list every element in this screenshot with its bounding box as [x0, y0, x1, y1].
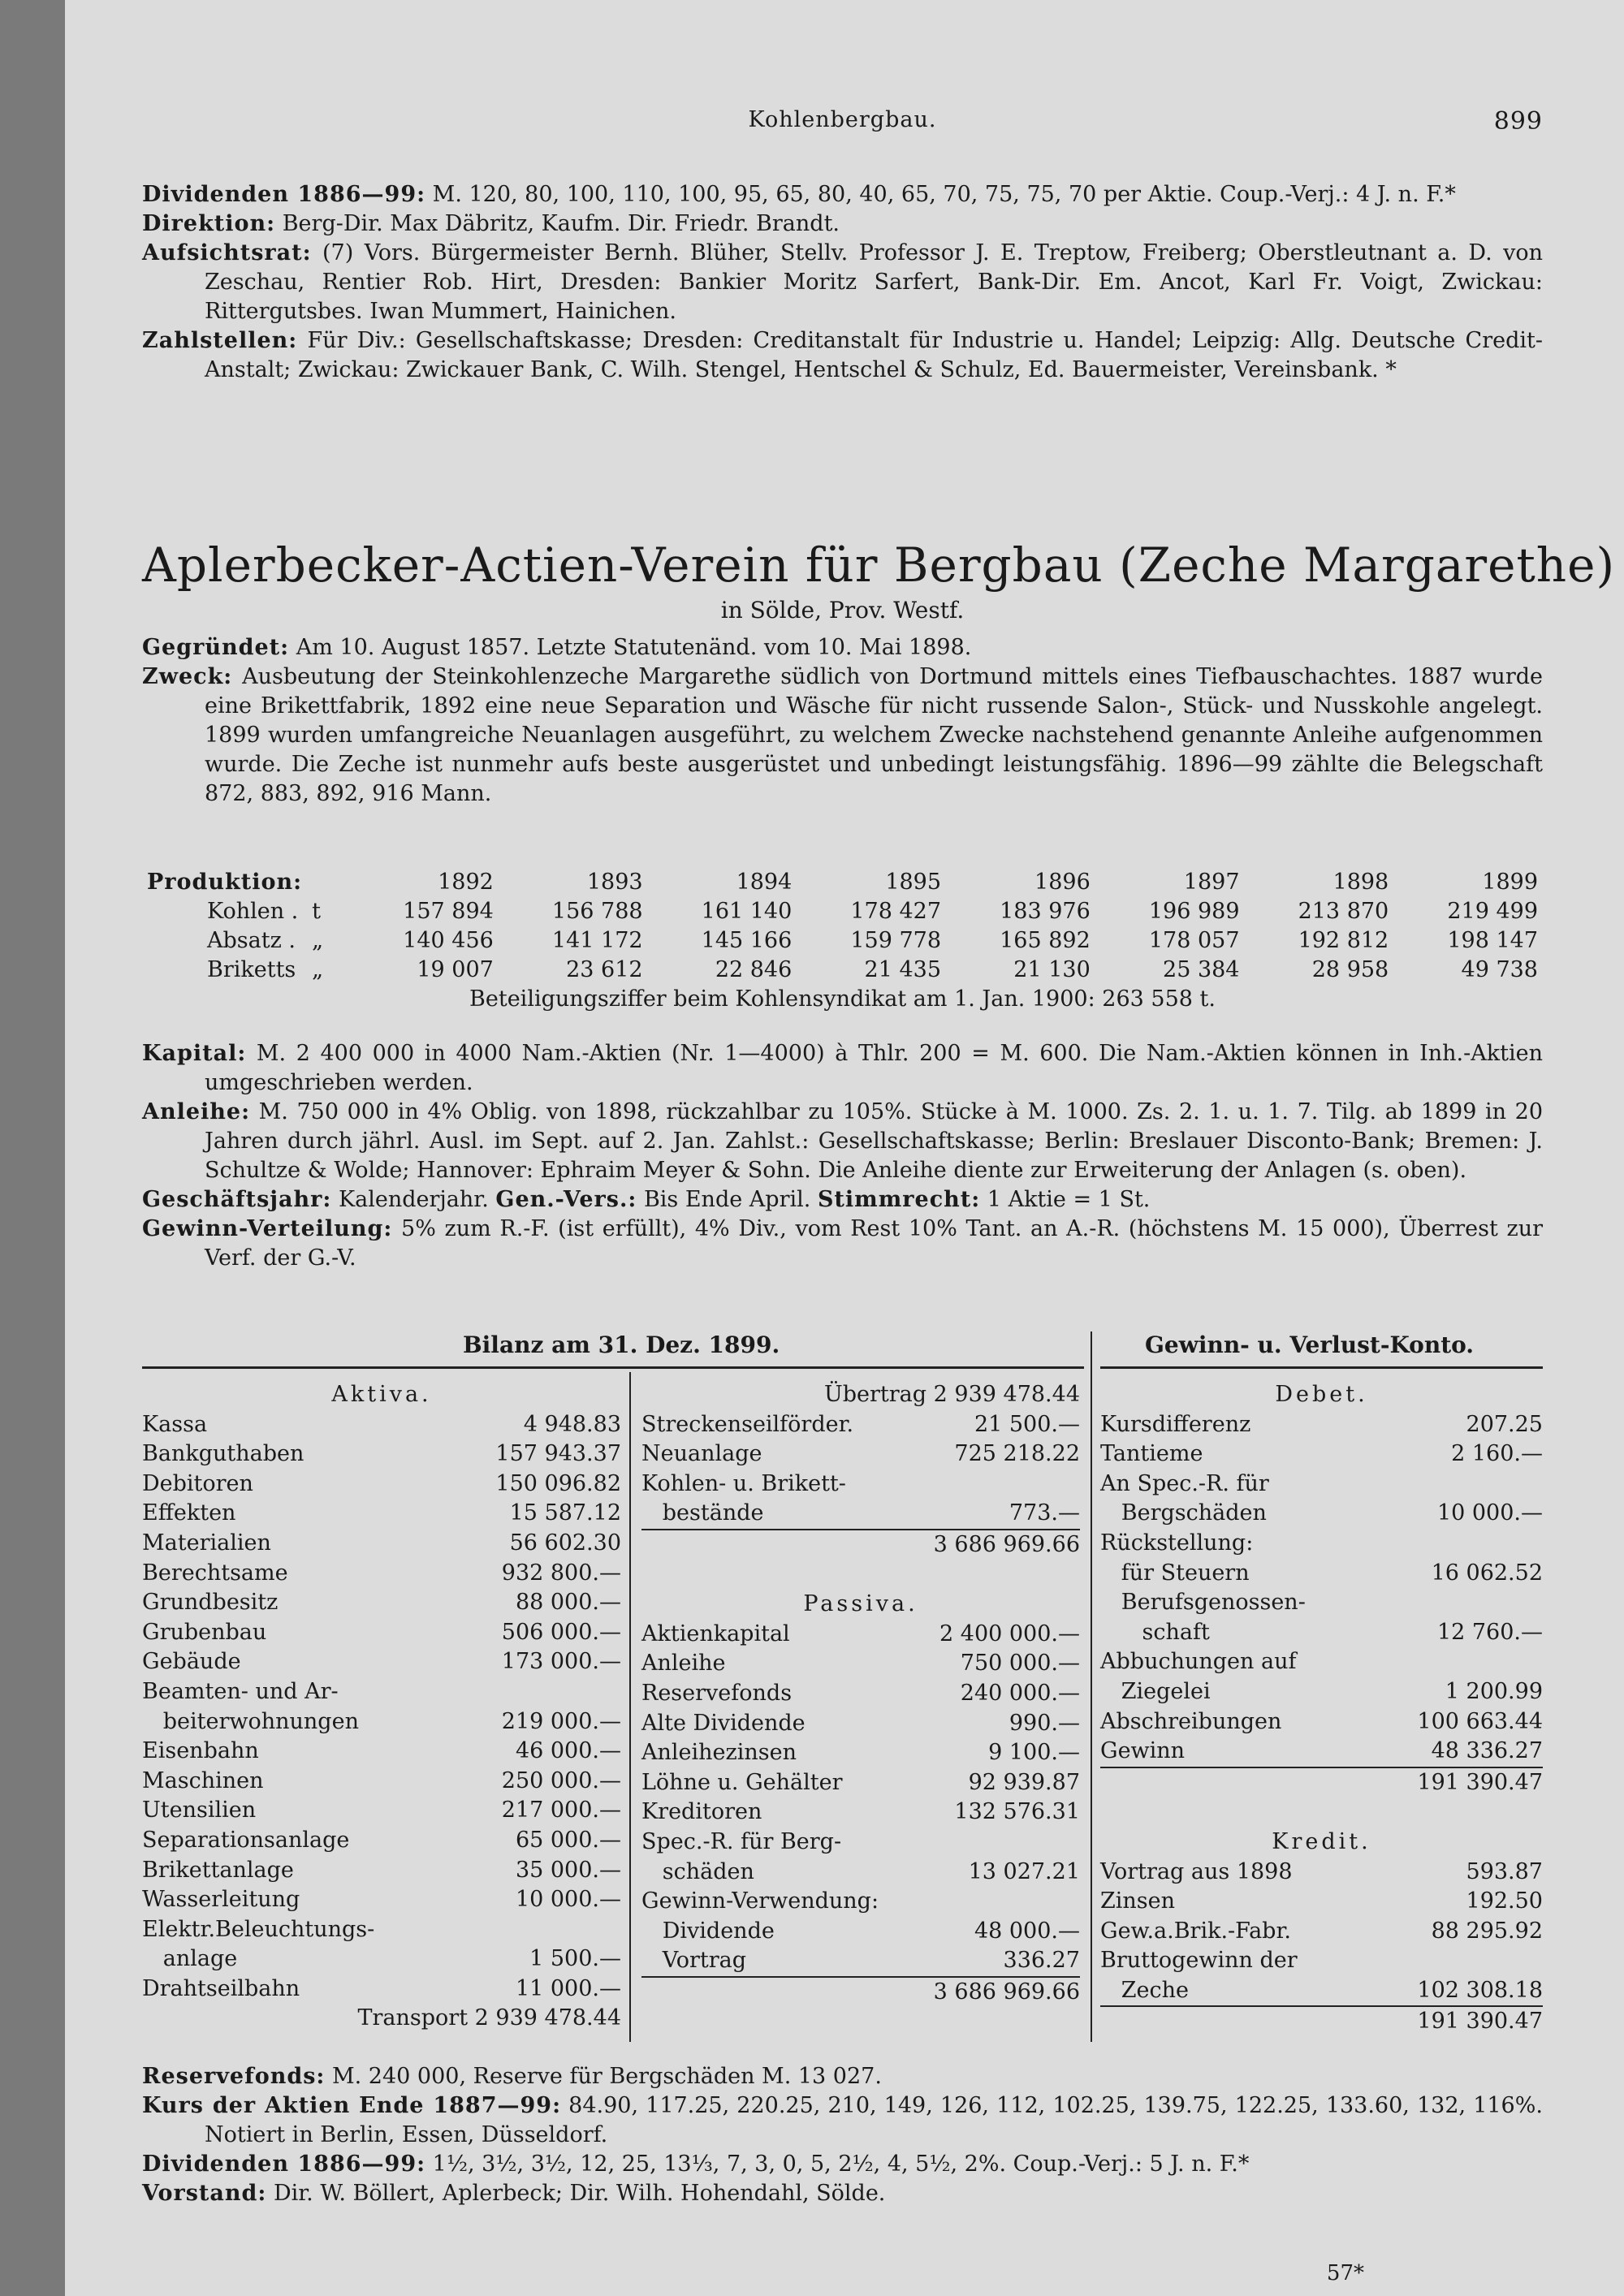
- table-row: schaft 12 760.—: [1100, 1619, 1543, 1645]
- table-row: Debitoren 150 096.82: [142, 1470, 621, 1496]
- value-cell: 140 456: [403, 927, 494, 953]
- row-unit: „: [312, 956, 324, 982]
- total-row: 191 390.47: [1100, 1767, 1543, 1798]
- table-row: Wasserleitung 10 000.—: [142, 1887, 621, 1913]
- passiva-header-row: [641, 1590, 1080, 1620]
- table-row: Utensilien 217 000.—: [142, 1798, 621, 1823]
- value-cell: 22 846: [715, 956, 793, 982]
- table-row: Kassa 4 948.83: [142, 1411, 621, 1437]
- table-row: Beamten- und Ar-: [142, 1678, 339, 1704]
- aktiva-header: Aktiva.: [331, 1382, 432, 1407]
- total-row: 3 686 969.66: [641, 1529, 1080, 1560]
- value-cell: 183 976: [1000, 898, 1091, 924]
- table-row: anlage 1 500.—: [142, 1946, 621, 1972]
- table-row: Reservefonds 240 000.—: [641, 1680, 1080, 1706]
- value-cell: 213 870: [1298, 898, 1389, 924]
- row-unit: „: [312, 927, 324, 953]
- production-row: [142, 896, 1543, 926]
- year-cell: 1894: [736, 869, 793, 895]
- value-cell: 19 007: [417, 956, 494, 982]
- table-row: Bergschäden 10 000.—: [1100, 1500, 1543, 1526]
- value-cell: 178 427: [850, 898, 942, 924]
- table-row: schäden 13 027.21: [641, 1858, 1080, 1884]
- page-content: [142, 0, 1616, 2296]
- year-cell: 1892: [438, 869, 494, 895]
- table-row: Zeche 102 308.18: [1100, 1977, 1543, 2003]
- balance-title: Bilanz am 31. Dez. 1899.: [463, 1331, 780, 1358]
- table-row: Alte Dividende 990.—: [641, 1710, 1080, 1736]
- table-row: Abbuchungen auf: [1100, 1649, 1297, 1675]
- aktiva-column: [142, 1380, 621, 2034]
- total-row: 3 686 969.66: [641, 1976, 1080, 2008]
- table-row: Abschreibungen 100 663.44: [1100, 1708, 1543, 1734]
- table-row: Drahtseilbahn 11 000.—: [142, 1975, 621, 2001]
- table-row: Materialien 56 602.30: [142, 1530, 621, 1556]
- debet-header-row: [1100, 1380, 1543, 1410]
- value-cell: 49 738: [1461, 956, 1538, 982]
- prev-zahlstellen: Zahlstellen: Für Div.: Gesellschaftskasse; Dresden: Creditanstalt für Industrie u. Handel; Leipzig: Allg. Deutsche Credit-Anstalt; Zwickau: Zwickauer Bank, C. Wilh. Stengel, Hentschel & Schulz, Ed. Bauermeister, Vereinsbank. *: [142, 328, 1543, 382]
- table-row: Anleihezinsen 9 100.—: [641, 1740, 1080, 1766]
- info-gewinn-verteilung: Gewinn-Verteilung: 5% zum R.-F. (ist erfüllt), 4% Div., vom Rest 10% Tant. an A.-R. (höchstens M. 15 000), Überrest zur Verf. der G.-V.: [142, 1216, 1543, 1271]
- table-row: Aktienkapital 2 400 000.—: [641, 1621, 1080, 1646]
- passiva-header: Passiva.: [803, 1591, 918, 1617]
- transport-row: Transport 2 939 478.44: [357, 2005, 621, 2031]
- info-geschaeftsjahr: Geschäftsjahr: Kalenderjahr. Gen.-Vers.: Bis Ende April. Stimmrecht: 1 Aktie = 1 St.: [142, 1187, 1151, 1212]
- table-row: Streckenseilförder. 21 500.—: [641, 1411, 1080, 1437]
- table-row: Elektr.Beleuchtungs-: [142, 1916, 375, 1942]
- kredit-header-row: [1100, 1828, 1543, 1858]
- table-row: Bruttogewinn der: [1100, 1948, 1298, 1974]
- table-row: Anleihe 750 000.—: [641, 1651, 1080, 1677]
- value-cell: 25 384: [1163, 956, 1240, 982]
- info-zweck: Zweck: Ausbeutung der Steinkohlenzeche Margarethe südlich von Dortmund mittels eines Tiefbauschachtes. 1887 wurde eine Brikettfabrik, 1892 eine neue Separation und Wäsche für nicht russende Salon-, Stück- und Nusskohle angelegt. 1899 wurden umfangreiche Neuanlagen ausgeführt, zu welchem Zwecke nachstehend genannte Anleihe aufgenommen wurde. Die Zeche ist nunmehr aufs beste ausgerüstet und unbedingt leistungsfähig. 1896—99 zählte die Belegschaft 872, 883, 892, 916 Mann.: [142, 664, 1543, 806]
- debet-header: Debet.: [1275, 1382, 1368, 1407]
- table-row: Ziegelei 1 200.99: [1100, 1678, 1543, 1704]
- table-row: Separationsanlage 65 000.—: [142, 1827, 621, 1853]
- value-cell: 28 958: [1311, 956, 1389, 982]
- info-kurs: Kurs der Aktien Ende 1887—99: 84.90, 117.25, 220.25, 210, 149, 126, 112, 102.25, 139.75, 122.25, 133.60, 132, 116%. Notiert in Berlin, Essen, Düsseldorf.: [142, 2093, 1543, 2147]
- table-row: bestände 773.—: [641, 1500, 1080, 1526]
- table-row: Zinsen 192.50: [1100, 1888, 1543, 1914]
- year-cell: 1899: [1482, 869, 1538, 895]
- production-note: Beteiligungsziffer beim Kohlensyndikat am 1. Jan. 1900: 263 558 t.: [469, 986, 1216, 1012]
- table-row: Tantieme 2 160.—: [1100, 1441, 1543, 1467]
- footer-info-section: [142, 2062, 1543, 2208]
- table-row: Vortrag aus 1898 593.87: [1100, 1858, 1543, 1884]
- table-row: Löhne u. Gehälter 92 939.87: [641, 1769, 1080, 1795]
- table-row: Rückstellung:: [1100, 1530, 1254, 1556]
- signature-mark: 57*: [1326, 2261, 1364, 2285]
- header-title: Kohlenbergbau.: [748, 107, 937, 132]
- total-row: 191 390.47: [1100, 2005, 1543, 2037]
- table-row: Gewinn 48 336.27: [1100, 1738, 1543, 1764]
- value-cell: 178 057: [1148, 927, 1240, 953]
- row-name: Kohlen .: [207, 898, 299, 924]
- company-location: in Sölde, Prov. Westf.: [720, 597, 965, 624]
- pl-rule: [1100, 1366, 1543, 1369]
- production-label: Produktion:: [147, 869, 303, 895]
- value-cell: 196 989: [1148, 898, 1240, 924]
- table-row: Berufsgenossen-: [1100, 1590, 1306, 1616]
- year-cell: 1897: [1183, 869, 1240, 895]
- table-row: Eisenbahn 46 000.—: [142, 1738, 621, 1764]
- value-cell: 192 812: [1298, 927, 1389, 953]
- finance-info-section: [142, 1039, 1543, 1273]
- info-anleihe: Anleihe: M. 750 000 in 4% Oblig. von 1898, rückzahlbar zu 105%. Stücke à M. 1000. Zs. 2. 1. u. 1. 7. Tilg. ab 1899 in 20 Jahren durch jährl. Ausl. im Sept. auf 2. Jan. Zahlst.: Gesellschaftskasse; Berlin: Breslauer Disconto-Bank; Bremen: J. Schultze & Wolde; Hannover: Ephraim Meyer & Sohn. Die Anleihe diente zur Erweiterung der Anlagen (s. oben).: [142, 1099, 1543, 1183]
- production-header-row: [142, 867, 1543, 896]
- company-info-section: [142, 633, 1543, 809]
- table-row: Maschinen 250 000.—: [142, 1767, 621, 1793]
- value-cell: 219 499: [1447, 898, 1538, 924]
- production-row: [142, 926, 1543, 955]
- value-cell: 161 140: [701, 898, 793, 924]
- table-row: beiterwohnungen 219 000.—: [142, 1708, 621, 1734]
- table-row: Brikettanlage 35 000.—: [142, 1857, 621, 1883]
- prev-direktion: Direktion: Berg-Dir. Max Däbritz, Kaufm. Dir. Friedr. Brandt.: [142, 211, 840, 236]
- table-row: Neuanlage 725 218.22: [641, 1441, 1080, 1467]
- table-row: Kursdifferenz 207.25: [1100, 1411, 1543, 1437]
- prev-aufsichtsrat: Aufsichtsrat: (7) Vors. Bürgermeister Bernh. Blüher, Stellv. Professor J. E. Treptow, Freiberg; Oberstleutnant a. D. von Zeschau, Rentier Rob. Hirt, Dresden: Bankier Moritz Sarfert, Bank-Dir. Em. Ancot, Karl Fr. Voigt, Zwickau: Rittergutsbes. Iwan Mummert, Hainichen.: [142, 240, 1543, 324]
- table-row: Effekten 15 587.12: [142, 1500, 621, 1526]
- year-cell: 1898: [1332, 869, 1389, 895]
- value-cell: 21 130: [1013, 956, 1091, 982]
- year-cell: 1896: [1034, 869, 1091, 895]
- value-cell: 156 788: [551, 898, 643, 924]
- value-cell: 157 894: [403, 898, 494, 924]
- table-row: Grubenbau 506 000.—: [142, 1619, 621, 1645]
- company-name: Aplerbecker-Actien-Verein für Bergbau (Zeche Margarethe): [142, 537, 1616, 593]
- production-row: [142, 955, 1543, 984]
- info-dividenden: Dividenden 1886—99: 1½, 3½, 3½, 12, 25, 13⅓, 7, 3, 0, 5, 2½, 4, 5½, 2%. Coup.-Verj.: 5 J. n. F.*: [142, 2151, 1250, 2177]
- table-row: für Steuern 16 062.52: [1100, 1560, 1543, 1586]
- value-cell: 141 172: [551, 927, 643, 953]
- table-row: Vortrag 336.27: [641, 1948, 1080, 1974]
- year-cell: 1895: [885, 869, 942, 895]
- passiva-column: [641, 1380, 1080, 2007]
- table-row: Gewinn-Verwendung:: [641, 1888, 879, 1914]
- info-gegruendet: Gegründet: Am 10. August 1857. Letzte Statutenänd. vom 10. Mai 1898.: [142, 635, 972, 660]
- row-name: Absatz .: [207, 927, 296, 953]
- table-row: Kohlen- u. Brikett-: [641, 1470, 846, 1496]
- year-cell: 1893: [586, 869, 643, 895]
- row-name: Briketts: [207, 956, 296, 982]
- value-cell: 198 147: [1447, 927, 1538, 953]
- info-reservefonds: Reservefonds: M. 240 000, Reserve für Bergschäden M. 13 027.: [142, 2064, 882, 2089]
- prev-company-section: [142, 180, 1543, 385]
- prev-dividends: Dividenden 1886—99: M. 120, 80, 100, 110, 100, 95, 65, 80, 40, 65, 70, 75, 75, 70 per Aktie. Coup.-Verj.: 4 J. n. F.*: [142, 182, 1456, 207]
- production-table: [142, 867, 1543, 1013]
- table-row: Berechtsame 932 800.—: [142, 1560, 621, 1586]
- row-unit: t: [312, 898, 321, 924]
- value-cell: 159 778: [850, 927, 942, 953]
- table-row: Übertrag 2 939 478.44: [823, 1382, 1080, 1407]
- value-cell: 23 612: [566, 956, 643, 982]
- table-divider: [1091, 1331, 1092, 2042]
- balance-rule: [142, 1366, 1084, 1369]
- info-vorstand: Vorstand: Dir. W. Böllert, Aplerbeck; Dir. Wilh. Hohendahl, Sölde.: [142, 2181, 886, 2206]
- table-row: Gew.a.Brik.-Fabr. 88 295.92: [1100, 1918, 1543, 1944]
- value-cell: 21 435: [864, 956, 942, 982]
- aktiva-header-row: [142, 1380, 621, 1410]
- value-cell: 145 166: [701, 927, 793, 953]
- table-row: Grundbesitz 88 000.—: [142, 1590, 621, 1616]
- page: [65, 0, 1624, 2296]
- table-row: Dividende 48 000.—: [641, 1918, 1080, 1944]
- table-row: Spec.-R. für Berg-: [641, 1828, 842, 1854]
- table-row: Gebäude 173 000.—: [142, 1649, 621, 1675]
- balance-divider: [629, 1372, 631, 2042]
- table-row: Bankguthaben 157 943.37: [142, 1441, 621, 1467]
- value-cell: 165 892: [1000, 927, 1091, 953]
- info-kapital: Kapital: M. 2 400 000 in 4000 Nam.-Aktien (Nr. 1—4000) à Thlr. 200 = M. 600. Die Nam.-Aktien können in Inh.-Aktien umgeschrieben werden.: [142, 1041, 1543, 1095]
- pl-title: Gewinn- u. Verlust-Konto.: [1145, 1331, 1475, 1358]
- table-row: An Spec.-R. für: [1100, 1470, 1269, 1496]
- pl-column: [1100, 1380, 1543, 2037]
- production-note-row: [142, 984, 1543, 1013]
- kredit-header: Kredit.: [1272, 1828, 1371, 1854]
- table-row: Kreditoren 132 576.31: [641, 1799, 1080, 1825]
- page-number: 899: [1493, 107, 1543, 136]
